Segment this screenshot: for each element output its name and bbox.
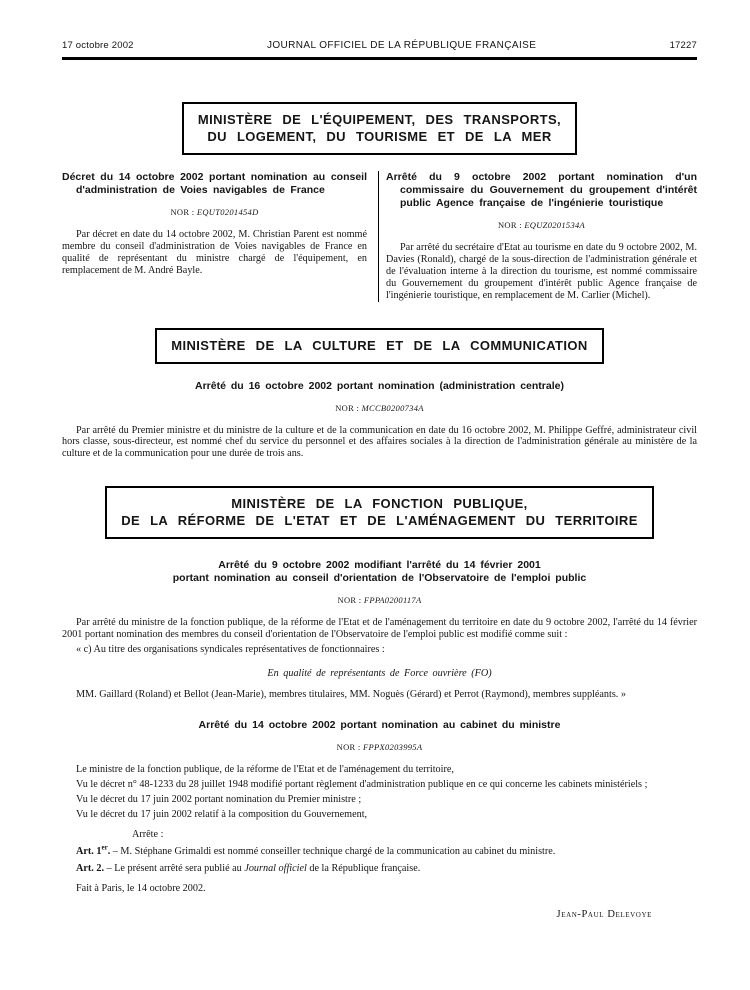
- ministry-title-line: MINISTÈRE DE L'ÉQUIPEMENT, DES TRANSPORTS,: [197, 112, 562, 127]
- article-body: Par décret en date du 14 octobre 2002, M. Christian Parent est nommé membre du conseil d'administration de Voies navigables de France en qualité de représentant du ministre chargé de l'équipement, en remplacement de M. André Bayle.: [62, 229, 367, 276]
- arrete-line: Arrête :: [132, 828, 164, 840]
- nor-code: EQUZ0201534A: [524, 220, 586, 230]
- article-2-paragraph: [62, 863, 697, 875]
- article-title-line: portant nomination au conseil d'orientation de l'Observatoire de l'emploi public: [172, 572, 587, 585]
- nor-line: [62, 595, 697, 605]
- nor-label: NOR :: [336, 741, 361, 752]
- article-body: MM. Gaillard (Roland) et Bellot (Jean-Marie), membres titulaires, MM. Noguès (Gérard) et Perrot (Raymond), membres suppléants. »: [76, 688, 626, 700]
- journal-officiel-italic: Journal officiel: [244, 863, 307, 875]
- two-column-zone: [62, 171, 697, 302]
- article-1-superscript: er: [101, 843, 108, 852]
- journal-title: JOURNAL OFFICIEL DE LA RÉPUBLIQUE FRANÇAISE: [266, 40, 537, 51]
- header-date: 17 octobre 2002: [62, 40, 134, 51]
- nor-code: FPPA0200117A: [363, 595, 422, 606]
- nor-label: NOR :: [497, 220, 522, 230]
- article-1-label: Art. 1: [76, 845, 102, 857]
- ministry-equipement-title-box: [182, 102, 577, 155]
- nor-line: [62, 207, 367, 217]
- column-divider: [378, 171, 379, 302]
- left-column-article: [62, 171, 367, 302]
- nor-line: [62, 403, 697, 413]
- nor-code: EQUT0201454D: [196, 207, 259, 217]
- ministry-fonction-publique-title-box: [105, 486, 654, 539]
- nor-line: [386, 220, 697, 230]
- article-line: Vu le décret n° 48-1233 du 28 juillet 1948 modifié portant règlement d'administration publique en ce qui concerne les cabinets ministériels ;: [76, 778, 648, 790]
- article-1-dot: .: [107, 845, 111, 857]
- nor-code: FPPX0203995A: [363, 741, 423, 752]
- ministry-title-line: MINISTÈRE DE LA CULTURE ET DE LA COMMUNICATION: [171, 337, 588, 353]
- article-body: Par arrêté du Premier ministre et du ministre de la culture et de la communication en date du 16 octobre 2002, M. Philippe Geffré, administrateur civil hors classe, sous-directeur, est nommé chef du service du personnel et des affaires sociales à la direction de l'administration générale au ministère de la culture et de la communication pour une durée de trois ans.: [62, 424, 697, 460]
- nor-label: NOR :: [170, 207, 195, 217]
- date-place-line: Fait à Paris, le 14 octobre 2002.: [76, 883, 206, 895]
- header-rule: [62, 57, 697, 60]
- ministry-culture-title-box: [155, 328, 603, 364]
- article-subheading: En qualité de représentants de Force ouvrière (FO): [267, 667, 492, 679]
- article-body: Par arrêté du ministre de la fonction publique, de la réforme de l'Etat et de l'aménagement du territoire en date du 9 octobre 2002, l'arrêté du 14 février 2001 portant nomination des membres du conseil d'orientation de l'Observatoire de l'emploi public est modifié comme suit :: [62, 617, 697, 641]
- nor-label: NOR :: [335, 402, 360, 413]
- nor-code: MCCB0200734A: [361, 402, 424, 413]
- article-title: [62, 559, 697, 585]
- article-2-text-pre: Le présent arrêté sera publié au: [114, 863, 245, 875]
- article-1-text: M. Stéphane Grimaldi est nommé conseiller technique chargé de la communication au cabinet du ministre.: [120, 845, 556, 857]
- article-2-text-post: de la République française.: [306, 863, 421, 875]
- article-title: Décret du 14 octobre 2002 portant nomination au conseil d'administration de Voies navigables de France: [62, 171, 367, 196]
- ministry-title-line: MINISTÈRE DE LA FONCTION PUBLIQUE,: [231, 496, 528, 512]
- article-title: Arrêté du 16 octobre 2002 portant nomination (administration centrale): [195, 379, 564, 392]
- article-title: Arrêté du 14 octobre 2002 portant nomination au cabinet du ministre: [198, 718, 561, 731]
- article-2-dash: –: [104, 863, 115, 875]
- ministry-culture-section: [62, 328, 697, 364]
- ministry-title-line: DE LA RÉFORME DE L'ETAT ET DE L'AMÉNAGEMENT DU TERRITOIRE: [121, 513, 638, 529]
- article-1-dash: –: [110, 845, 121, 857]
- nor-label: NOR :: [337, 595, 362, 606]
- article-quote: « c) Au titre des organisations syndicales représentatives de fonctionnaires :: [76, 644, 385, 656]
- article-line: Vu le décret du 17 juin 2002 relatif à la composition du Gouvernement,: [76, 808, 368, 820]
- ministry-fonction-publique-section: [62, 486, 697, 539]
- article-line: Le ministre de la fonction publique, de la réforme de l'Etat et de l'aménagement du territoire,: [76, 763, 454, 775]
- article-body: Par arrêté du secrétaire d'Etat au tourisme en date du 9 octobre 2002, M. Davies (Ronald), chargé de la sous-direction de l'administration générale et de l'évaluation interne à la direction du tourisme, est nommé commissaire du Gouvernement du groupement d'intérêt public Agence française de l'ingénierie touristique, en remplacement de M. Carlier (Michel).: [386, 242, 697, 301]
- article-1-paragraph: [62, 843, 697, 858]
- article-2-label: Art. 2.: [76, 863, 105, 875]
- right-column-article: [386, 171, 697, 302]
- article-line: Vu le décret du 17 juin 2002 portant nomination du Premier ministre ;: [76, 793, 362, 805]
- article-title-line: Arrêté du 9 octobre 2002 modifiant l'arrêté du 14 février 2001: [218, 559, 541, 572]
- page-header: [62, 40, 697, 51]
- ministry-equipement-section: [62, 102, 697, 155]
- nor-line: [62, 742, 697, 752]
- ministry-title-line: DU LOGEMENT, DU TOURISME ET DE LA MER: [207, 129, 552, 144]
- signature: Jean-Paul Delevoye: [556, 909, 652, 921]
- page-number: 17227: [669, 40, 697, 51]
- article-title: Arrêté du 9 octobre 2002 portant nomination d'un commissaire du Gouvernement du groupement d'intérêt public Agence française de l'ingénierie touristique: [386, 171, 697, 209]
